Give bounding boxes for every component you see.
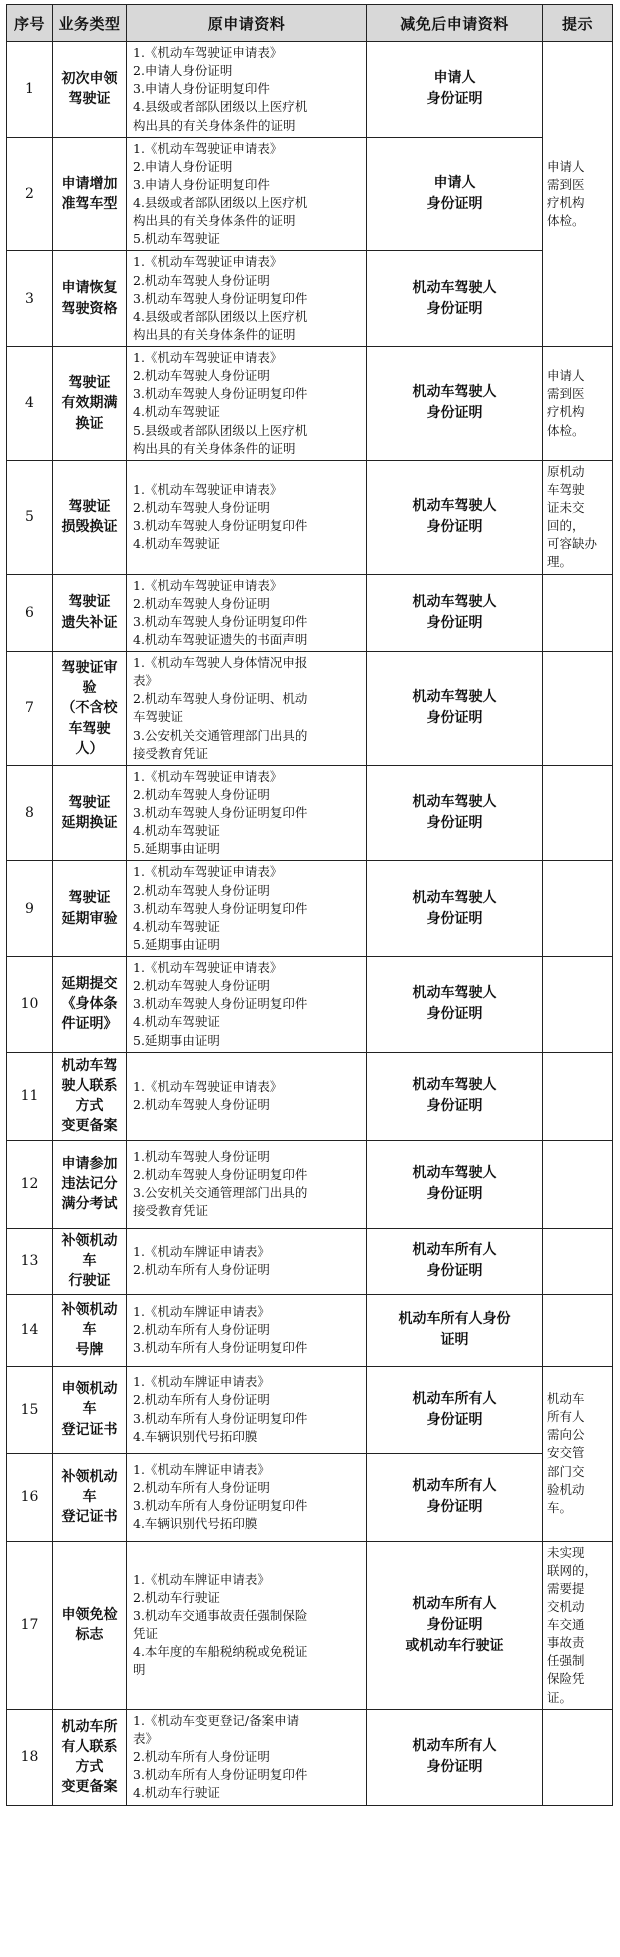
business-type: 申领机动 车 登记证书 xyxy=(53,1366,127,1453)
business-type: 申请增加 准驾车型 xyxy=(53,137,127,251)
table-row xyxy=(7,765,613,861)
reduced-materials: 机动车驾驶人 身份证明 xyxy=(367,957,543,1053)
table-row xyxy=(7,574,613,652)
business-type: 补领机动 车 行驶证 xyxy=(53,1228,127,1294)
table-row xyxy=(7,861,613,957)
row-number: 7 xyxy=(7,652,53,766)
business-type: 驾驶证 有效期满 换证 xyxy=(53,347,127,461)
row-number: 10 xyxy=(7,957,53,1053)
original-materials: 1.《机动车牌证申请表》 2.机动车行驶证 3.机动车交通事故责任强制保险 凭证 4.本年度的车船税纳税或免税证 明 xyxy=(127,1541,367,1709)
reduced-materials: 机动车驾驶人 身份证明 xyxy=(367,1052,543,1140)
original-materials: 1.《机动车驾驶人身体情况申报 表》 2.机动车驾驶人身份证明、机动 车驾驶证 3.公安机关交通管理部门出具的 接受教育凭证 xyxy=(127,652,367,766)
note-cell-empty xyxy=(543,1052,613,1140)
business-type: 机动车所 有人联系 方式 变更备案 xyxy=(53,1709,127,1805)
note-cell: 机动车 所有人 需向公 安交管 部门交 验机动 车。 xyxy=(543,1366,613,1541)
business-type: 驾驶证 延期换证 xyxy=(53,765,127,861)
note-cell-empty xyxy=(543,1140,613,1228)
header-reduced-materials: 减免后申请资料 xyxy=(367,5,543,42)
original-materials: 1.《机动车驾驶证申请表》 2.申请人身份证明 3.申请人身份证明复印件 4.县级或者部队团级以上医疗机 构出具的有关身体条件的证明 5.机动车驾驶证 xyxy=(127,137,367,251)
original-materials: 1.《机动车驾驶证申请表》 2.申请人身份证明 3.申请人身份证明复印件 4.县级或者部队团级以上医疗机 构出具的有关身体条件的证明 xyxy=(127,42,367,138)
original-materials: 1.《机动车牌证申请表》 2.机动车所有人身份证明 3.机动车所有人身份证明复印件 4.车辆识别代号拓印膜 xyxy=(127,1366,367,1453)
business-type: 驾驶证 损毁换证 xyxy=(53,460,127,574)
row-number: 11 xyxy=(7,1052,53,1140)
row-number: 2 xyxy=(7,137,53,251)
row-number: 4 xyxy=(7,347,53,461)
reduced-materials: 申请人 身份证明 xyxy=(367,137,543,251)
reduced-materials: 机动车驾驶人 身份证明 xyxy=(367,574,543,652)
table-row xyxy=(7,1541,613,1709)
business-type: 机动车驾 驶人联系 方式 变更备案 xyxy=(53,1052,127,1140)
reduced-materials: 机动车所有人身份 证明 xyxy=(367,1294,543,1366)
reduced-materials: 机动车驾驶人 身份证明 xyxy=(367,1140,543,1228)
table-body xyxy=(7,42,613,1806)
business-type: 驾驶证 遗失补证 xyxy=(53,574,127,652)
row-number: 18 xyxy=(7,1709,53,1805)
reduced-materials: 机动车驾驶人 身份证明 xyxy=(367,765,543,861)
table-row xyxy=(7,1709,613,1805)
note-cell: 原机动 车驾驶 证未交 回的， 可容缺办 理。 xyxy=(543,460,613,574)
reduced-materials: 机动车驾驶人 身份证明 xyxy=(367,251,543,347)
row-number: 3 xyxy=(7,251,53,347)
row-number: 14 xyxy=(7,1294,53,1366)
row-number: 12 xyxy=(7,1140,53,1228)
row-number: 8 xyxy=(7,765,53,861)
reduced-materials: 机动车驾驶人 身份证明 xyxy=(367,861,543,957)
reduced-materials: 机动车所有人 身份证明 xyxy=(367,1709,543,1805)
original-materials: 1.《机动车驾驶证申请表》 2.机动车驾驶人身份证明 3.机动车驾驶人身份证明复印件 4.机动车驾驶证 5.延期事由证明 xyxy=(127,957,367,1053)
table-row xyxy=(7,347,613,461)
note-cell-empty xyxy=(543,574,613,652)
materials-table xyxy=(6,4,613,1806)
business-type: 补领机动 车 登记证书 xyxy=(53,1453,127,1541)
row-number: 1 xyxy=(7,42,53,138)
reduced-materials: 机动车所有人 身份证明 或机动车行驶证 xyxy=(367,1541,543,1709)
original-materials: 1.《机动车驾驶证申请表》 2.机动车驾驶人身份证明 3.机动车驾驶人身份证明复印件 4.机动车驾驶证遗失的书面声明 xyxy=(127,574,367,652)
reduced-materials: 机动车所有人 身份证明 xyxy=(367,1453,543,1541)
business-type: 驾驶证 延期审验 xyxy=(53,861,127,957)
original-materials: 1.《机动车驾驶证申请表》 2.机动车驾驶人身份证明 3.机动车驾驶人身份证明复印件 4.县级或者部队团级以上医疗机 构出具的有关身体条件的证明 xyxy=(127,251,367,347)
table-row xyxy=(7,1052,613,1140)
row-number: 17 xyxy=(7,1541,53,1709)
header-notes: 提示 xyxy=(543,5,613,42)
header-row xyxy=(7,5,613,42)
note-cell-empty xyxy=(543,1294,613,1366)
reduced-materials: 机动车所有人 身份证明 xyxy=(367,1228,543,1294)
original-materials: 1.《机动车驾驶证申请表》 2.机动车驾驶人身份证明 3.机动车驾驶人身份证明复印件 4.机动车驾驶证 5.延期事由证明 xyxy=(127,861,367,957)
table-row xyxy=(7,1453,613,1541)
table-row xyxy=(7,42,613,138)
business-type: 申领免检 标志 xyxy=(53,1541,127,1709)
note-cell-empty xyxy=(543,652,613,766)
business-type: 初次申领 驾驶证 xyxy=(53,42,127,138)
row-number: 13 xyxy=(7,1228,53,1294)
table-row xyxy=(7,137,613,251)
table-row xyxy=(7,1140,613,1228)
row-number: 15 xyxy=(7,1366,53,1453)
table-row xyxy=(7,957,613,1053)
business-type: 驾驶证审 验 （不含校 车驾驶 人） xyxy=(53,652,127,766)
reduced-materials: 机动车驾驶人 身份证明 xyxy=(367,460,543,574)
table-row xyxy=(7,460,613,574)
row-number: 5 xyxy=(7,460,53,574)
original-materials: 1.《机动车驾驶证申请表》 2.机动车驾驶人身份证明 3.机动车驾驶人身份证明复印件 4.机动车驾驶证 5.延期事由证明 xyxy=(127,765,367,861)
row-number: 16 xyxy=(7,1453,53,1541)
reduced-materials: 机动车驾驶人 身份证明 xyxy=(367,347,543,461)
original-materials: 1.《机动车牌证申请表》 2.机动车所有人身份证明 3.机动车所有人身份证明复印件 xyxy=(127,1294,367,1366)
row-number: 6 xyxy=(7,574,53,652)
note-cell: 申请人 需到医 疗机构 体检。 xyxy=(543,42,613,347)
note-cell-empty xyxy=(543,861,613,957)
note-cell: 申请人 需到医 疗机构 体检。 xyxy=(543,347,613,461)
note-cell-empty xyxy=(543,1228,613,1294)
note-cell-empty xyxy=(543,765,613,861)
reduced-materials: 申请人 身份证明 xyxy=(367,42,543,138)
business-type: 延期提交 《身体条 件证明》 xyxy=(53,957,127,1053)
note-cell-empty xyxy=(543,1709,613,1805)
business-type: 申请参加 违法记分 满分考试 xyxy=(53,1140,127,1228)
reduced-materials: 机动车所有人 身份证明 xyxy=(367,1366,543,1453)
note-cell: 未实现 联网的， 需要提 交机动 车交通 事故责 任强制 保险凭 证。 xyxy=(543,1541,613,1709)
row-number: 9 xyxy=(7,861,53,957)
original-materials: 1.《机动车驾驶证申请表》 2.机动车驾驶人身份证明 xyxy=(127,1052,367,1140)
table-row xyxy=(7,1294,613,1366)
note-cell-empty xyxy=(543,957,613,1053)
header-original-materials: 原申请资料 xyxy=(127,5,367,42)
reduced-materials: 机动车驾驶人 身份证明 xyxy=(367,652,543,766)
original-materials: 1.《机动车驾驶证申请表》 2.机动车驾驶人身份证明 3.机动车驾驶人身份证明复印件 4.机动车驾驶证 5.县级或者部队团级以上医疗机 构出具的有关身体条件的证明 xyxy=(127,347,367,461)
table-row xyxy=(7,251,613,347)
table-row xyxy=(7,652,613,766)
original-materials: 1.《机动车牌证申请表》 2.机动车所有人身份证明 xyxy=(127,1228,367,1294)
header-type: 业务类型 xyxy=(53,5,127,42)
original-materials: 1.《机动车牌证申请表》 2.机动车所有人身份证明 3.机动车所有人身份证明复印件 4.车辆识别代号拓印膜 xyxy=(127,1453,367,1541)
original-materials: 1.机动车驾驶人身份证明 2.机动车驾驶人身份证明复印件 3.公安机关交通管理部门出具的 接受教育凭证 xyxy=(127,1140,367,1228)
original-materials: 1.《机动车变更登记/备案申请 表》 2.机动车所有人身份证明 3.机动车所有人身份证明复印件 4.机动车行驶证 xyxy=(127,1709,367,1805)
original-materials: 1.《机动车驾驶证申请表》 2.机动车驾驶人身份证明 3.机动车驾驶人身份证明复印件 4.机动车驾驶证 xyxy=(127,460,367,574)
business-type: 申请恢复 驾驶资格 xyxy=(53,251,127,347)
table-row xyxy=(7,1228,613,1294)
table-row xyxy=(7,1366,613,1453)
business-type: 补领机动 车 号牌 xyxy=(53,1294,127,1366)
header-no: 序号 xyxy=(7,5,53,42)
